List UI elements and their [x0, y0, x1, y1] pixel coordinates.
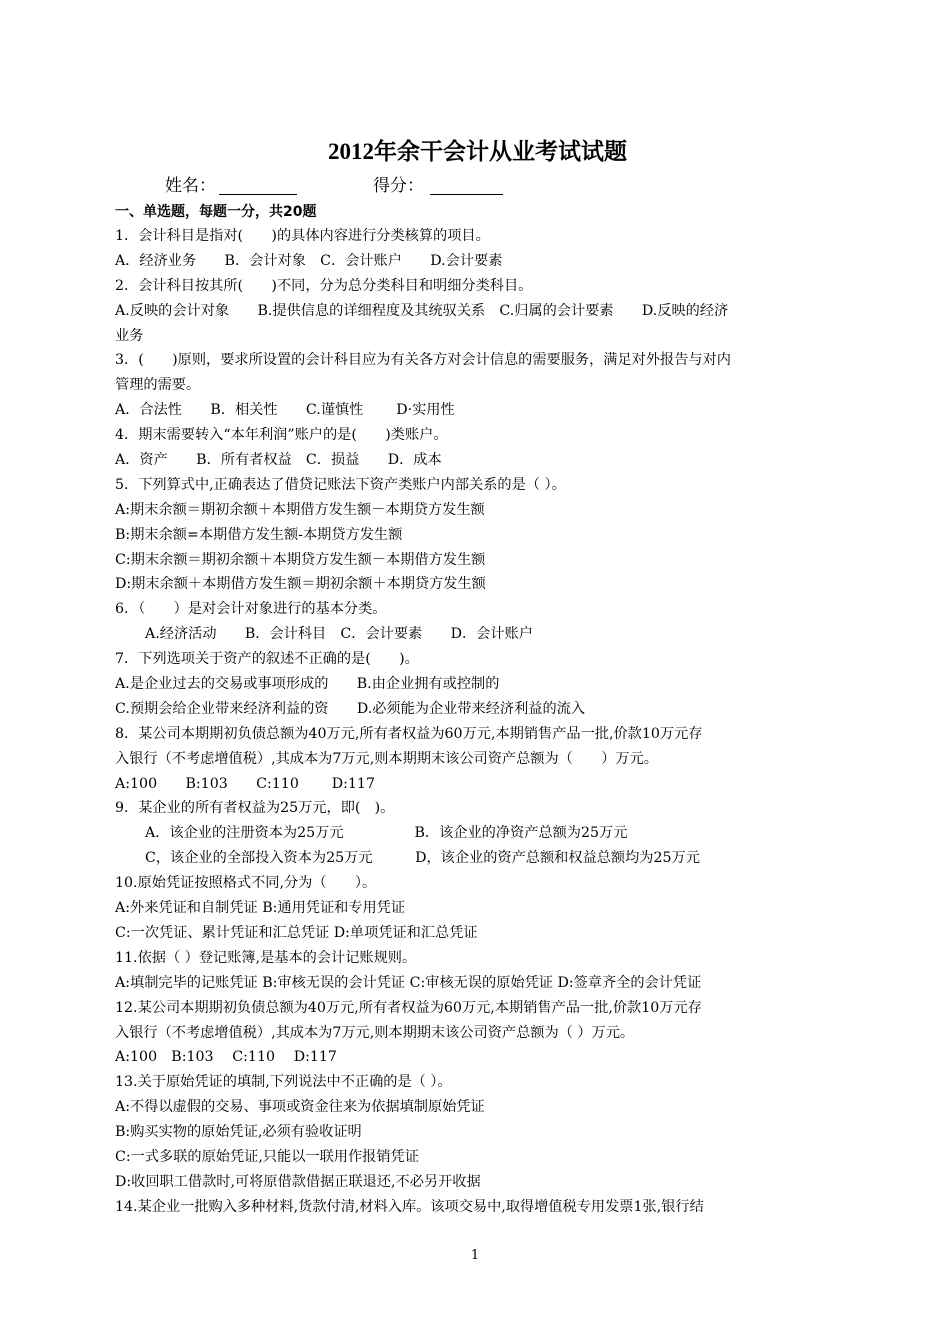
text-line: A:100 B:103 C:110 D:117	[115, 1049, 337, 1066]
text-line: C:期末余额＝期初余额＋本期贷方发生额－本期借方发生额	[115, 551, 486, 568]
text-line: A．资产 B．所有者权益 C．损益 D．成本	[115, 452, 442, 469]
text-line: 13.关于原始凭证的填制,下列说法中不正确的是（ ）。	[115, 1074, 452, 1091]
text-line: A:不得以虚假的交易、事项或资金往来为依据填制原始凭证	[115, 1099, 485, 1116]
text-line: 6．（ ）是对会计对象进行的基本分类。	[115, 601, 387, 618]
text-line: D:收回职工借款时,可将原借款借据正联退还,不必另开收据	[115, 1173, 481, 1190]
exam-title: 2012年余干会计从业考试试题	[328, 139, 627, 164]
text-line: 1．会计科目是指对( )的具体内容进行分类核算的项目。	[115, 228, 490, 244]
text-line: 11.依据（ ）登记账簿,是基本的会计记账规则。	[115, 949, 417, 966]
name-score-bar	[115, 172, 840, 200]
text-line: 8．某公司本期期初负债总额为40万元,所有者权益为60万元,本期销售产品一批,价款10万元存	[115, 725, 703, 742]
section-heading: 一、单选题，每题一分，共20题	[115, 204, 317, 220]
text-line: 入银行（不考虑增值税）,其成本为7万元,则本期期末该公司资产总额为（ ）万元。	[115, 750, 658, 767]
page-number: 1	[470, 1248, 480, 1263]
text-line: 入银行（不考虑增值税）,其成本为7万元,则本期期末该公司资产总额为（ ）万元。	[115, 1024, 635, 1041]
text-line: 业务	[115, 327, 144, 344]
text-line: A:填制完毕的记账凭证 B:审核无误的会计凭证 C:审核无误的原始凭证 D:签章齐全的会计凭证	[115, 974, 702, 991]
text-line: C:一次凭证、累计凭证和汇总凭证 D:单项凭证和汇总凭证	[115, 924, 478, 941]
text-line: 12.某公司本期期初负债总额为40万元,所有者权益为60万元,本期销售产品一批,价款10万元存	[115, 999, 702, 1016]
text-line: C，该企业的全部投入资本为25万元 D，该企业的资产总额和权益总额均为25万元	[145, 850, 700, 867]
text-line: 7．下列选项关于资产的叙述不正确的是( )。	[115, 651, 419, 668]
text-line: A:期末余额＝期初余额＋本期借方发生额－本期贷方发生额	[115, 501, 485, 518]
text-line: 9．某企业的所有者权益为25万元，即( )。	[115, 800, 395, 817]
text-line: A.经济活动 B．会计科目 C．会计要素 D．会计账户	[145, 626, 533, 643]
text-line: 10.原始凭证按照格式不同,分为（ ）。	[115, 875, 377, 892]
text-line: B:期末余额=本期借方发生额-本期贷方发生额	[115, 526, 403, 543]
text-line: 14.某企业一批购入多种材料,货款付清,材料入库。该项交易中,取得增值税专用发票1张,银行结	[115, 1198, 704, 1215]
text-line: C.预期会给企业带来经济利益的资 D.必须能为企业带来经济利益的流入	[115, 700, 586, 717]
score-blank[interactable]	[430, 194, 503, 195]
document-body	[115, 134, 840, 1220]
question-list	[115, 224, 840, 1220]
score-label: 得分：	[373, 176, 424, 196]
text-line: A.是企业过去的交易或事项形成的 B.由企业拥有或控制的	[115, 676, 500, 693]
text-line: 管理的需要。	[115, 377, 201, 394]
text-line: A:外来凭证和自制凭证 B:通用凭证和专用凭证	[115, 900, 406, 917]
name-label: 姓名：	[165, 176, 216, 196]
text-line: A．合法性 B．相关性 C.谨慎性 D·实用性	[115, 402, 455, 419]
text-line: A.反映的会计对象 B.提供信息的详细程度及其统驭关系 C.归属的会计要素 D.反映的经济	[115, 302, 729, 319]
text-line: B:购买实物的原始凭证,必须有验收证明	[115, 1124, 362, 1141]
text-line: A．经济业务 B．会计对象 C．会计账户 D.会计要素	[115, 252, 503, 269]
text-line: A:100 B:103 C:110 D:117	[115, 775, 375, 792]
text-line: 2．会计科目按其所( )不同，分为总分类科目和明细分类科目。	[115, 277, 533, 294]
text-line: D:期末余额＋本期借方发生额＝期初余额＋本期贷方发生额	[115, 576, 486, 593]
text-line: 3．( )原则，要求所设置的会计科目应为有关各方对会计信息的需要服务，满足对外报告与对内	[115, 352, 731, 369]
text-line: A．该企业的注册资本为25万元 B．该企业的净资产总额为25万元	[145, 825, 628, 842]
text-line: 4．期末需要转入“本年利润”账户的是( )类账户。	[115, 427, 448, 444]
name-blank[interactable]	[219, 194, 297, 195]
text-line: 5．下列算式中,正确表达了借贷记账法下资产类账户内部关系的是（ ）。	[115, 476, 566, 493]
text-line: C:一式多联的原始凭证,只能以一联用作报销凭证	[115, 1148, 419, 1165]
